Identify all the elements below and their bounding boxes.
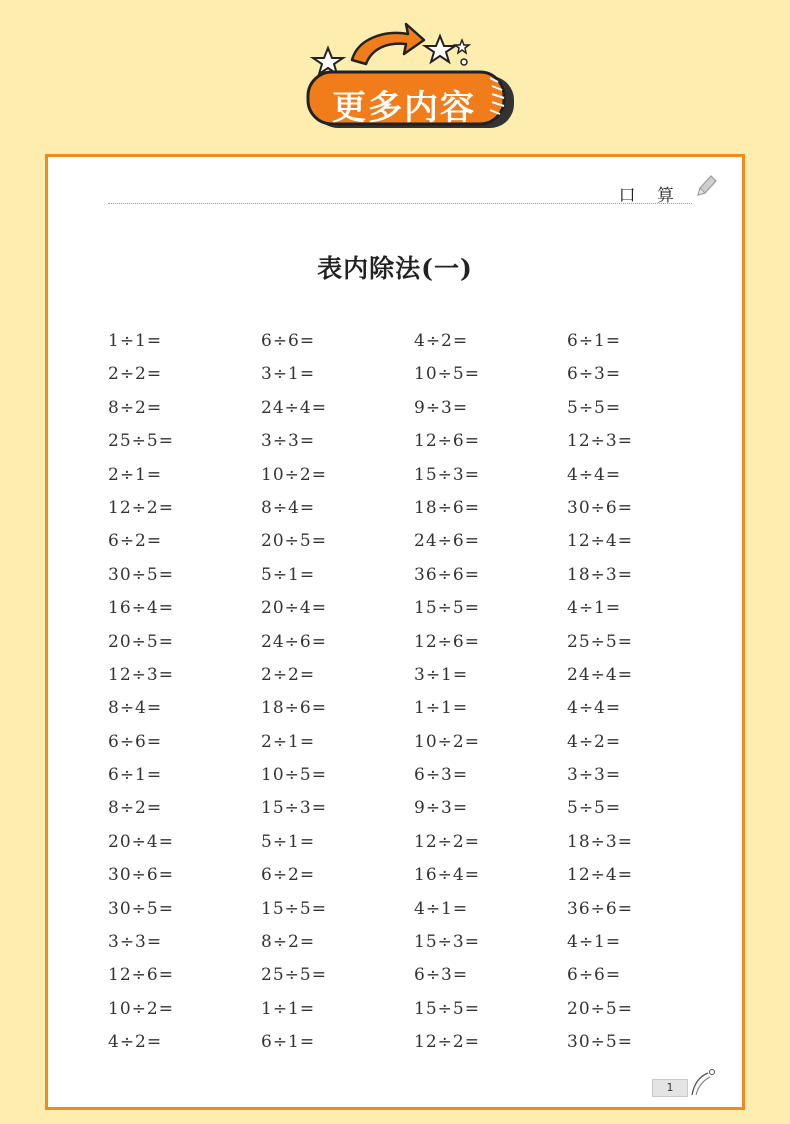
division-problem: 12÷3= <box>108 664 174 685</box>
division-problem: 18÷6= <box>414 497 480 518</box>
problem-grid <box>108 325 728 1060</box>
division-problem: 4÷2= <box>414 331 469 351</box>
division-problem: 10÷5= <box>414 364 480 385</box>
problem-row <box>108 559 728 592</box>
problem-row <box>108 525 728 558</box>
problem-row <box>108 1026 728 1059</box>
swirl-decoration-icon <box>688 1067 718 1097</box>
division-problem: 2÷2= <box>261 664 316 685</box>
division-problem: 24÷6= <box>261 631 327 652</box>
section-label: 口 算 <box>618 186 682 206</box>
division-problem: 8÷2= <box>261 932 316 953</box>
division-problem: 2÷1= <box>261 731 316 752</box>
division-problem: 15÷3= <box>414 464 480 485</box>
division-problem: 15÷5= <box>261 898 327 919</box>
division-problem: 12÷4= <box>567 865 633 886</box>
division-problem: 24÷4= <box>567 664 633 685</box>
division-problem: 5÷5= <box>567 798 622 819</box>
division-problem: 15÷5= <box>414 998 480 1019</box>
division-problem: 6÷6= <box>108 731 163 752</box>
problem-row <box>108 959 728 992</box>
problem-row <box>108 859 728 892</box>
division-problem: 12÷3= <box>567 431 633 452</box>
division-problem: 12÷2= <box>414 1032 480 1053</box>
header-divider <box>108 203 692 204</box>
problem-row <box>108 459 728 492</box>
division-problem: 16÷4= <box>108 598 174 619</box>
division-problem: 30÷5= <box>567 1032 633 1053</box>
division-problem: 6÷2= <box>108 531 163 552</box>
star-icon-left <box>313 48 343 74</box>
division-problem: 24÷4= <box>261 397 327 418</box>
division-problem: 6÷6= <box>567 965 622 986</box>
division-problem: 4÷1= <box>414 898 469 919</box>
division-problem: 6÷2= <box>261 865 316 886</box>
division-problem: 30÷6= <box>108 865 174 886</box>
banner-label: 更多内容 <box>332 88 476 128</box>
division-problem: 18÷6= <box>261 698 327 719</box>
division-problem: 3÷3= <box>567 765 622 786</box>
division-problem: 25÷5= <box>567 631 633 652</box>
division-problem: 5÷1= <box>261 831 316 852</box>
division-problem: 10÷2= <box>261 464 327 485</box>
division-problem: 6÷1= <box>108 765 163 786</box>
division-problem: 30÷6= <box>567 497 633 518</box>
division-problem: 1÷1= <box>108 331 163 351</box>
problem-row <box>108 659 728 692</box>
division-problem: 6÷3= <box>414 965 469 986</box>
problem-row <box>108 792 728 825</box>
division-problem: 3÷1= <box>414 664 469 685</box>
division-problem: 4÷2= <box>567 731 622 752</box>
division-problem: 25÷5= <box>261 965 327 986</box>
problem-row <box>108 592 728 625</box>
page-number: 1 <box>652 1079 688 1097</box>
problem-row <box>108 826 728 859</box>
more-content-banner[interactable] <box>300 20 520 132</box>
division-problem: 30÷5= <box>108 564 174 585</box>
division-problem: 5÷1= <box>261 564 316 585</box>
division-problem: 3÷3= <box>261 431 316 452</box>
star-icon-right <box>425 36 455 62</box>
division-problem: 2÷1= <box>108 464 163 485</box>
problem-row <box>108 492 728 525</box>
division-problem: 20÷5= <box>261 531 327 552</box>
division-problem: 4÷4= <box>567 698 622 719</box>
division-problem: 4÷2= <box>108 1032 163 1053</box>
division-problem: 1÷1= <box>261 998 316 1019</box>
page-title: 表内除法(一) <box>317 254 473 283</box>
division-problem: 30÷5= <box>108 898 174 919</box>
division-problem: 18÷3= <box>567 831 633 852</box>
division-problem: 6÷6= <box>261 331 316 351</box>
division-problem: 9÷3= <box>414 397 469 418</box>
division-problem: 18÷3= <box>567 564 633 585</box>
problem-row <box>108 893 728 926</box>
pencil-icon <box>694 173 718 199</box>
division-problem: 24÷6= <box>414 531 480 552</box>
division-problem: 12÷6= <box>414 431 480 452</box>
division-problem: 12÷4= <box>567 531 633 552</box>
division-problem: 20÷5= <box>567 998 633 1019</box>
problem-row <box>108 325 728 358</box>
star-icon-small <box>455 40 469 53</box>
division-problem: 15÷5= <box>414 598 480 619</box>
division-problem: 8÷2= <box>108 798 163 819</box>
division-problem: 12÷2= <box>414 831 480 852</box>
problem-row <box>108 692 728 725</box>
division-problem: 5÷5= <box>567 397 622 418</box>
division-problem: 36÷6= <box>414 564 480 585</box>
division-problem: 10÷2= <box>414 731 480 752</box>
division-problem: 12÷6= <box>414 631 480 652</box>
division-problem: 8÷4= <box>108 698 163 719</box>
problem-row <box>108 993 728 1026</box>
division-problem: 8÷2= <box>108 397 163 418</box>
division-problem: 16÷4= <box>414 865 480 886</box>
problem-row <box>108 358 728 391</box>
division-problem: 15÷3= <box>414 932 480 953</box>
division-problem: 12÷6= <box>108 965 174 986</box>
division-problem: 6÷3= <box>567 364 622 385</box>
division-problem: 10÷2= <box>108 998 174 1019</box>
division-problem: 36÷6= <box>567 898 633 919</box>
worksheet-page <box>45 154 745 1110</box>
division-problem: 8÷4= <box>261 497 316 518</box>
division-problem: 15÷3= <box>261 798 327 819</box>
problem-row <box>108 759 728 792</box>
division-problem: 10÷5= <box>261 765 327 786</box>
division-problem: 4÷4= <box>567 464 622 485</box>
division-problem: 2÷2= <box>108 364 163 385</box>
division-problem: 20÷4= <box>108 831 174 852</box>
division-problem: 4÷1= <box>567 598 622 619</box>
problem-row <box>108 392 728 425</box>
division-problem: 20÷4= <box>261 598 327 619</box>
arrow-icon <box>352 24 424 64</box>
division-problem: 6÷1= <box>261 1032 316 1053</box>
division-problem: 9÷3= <box>414 798 469 819</box>
problem-row <box>108 425 728 458</box>
problem-row <box>108 726 728 759</box>
division-problem: 12÷2= <box>108 497 174 518</box>
division-problem: 1÷1= <box>414 698 469 719</box>
problem-row <box>108 926 728 959</box>
division-problem: 3÷3= <box>108 932 163 953</box>
division-problem: 25÷5= <box>108 431 174 452</box>
division-problem: 4÷1= <box>567 932 622 953</box>
division-problem: 6÷3= <box>414 765 469 786</box>
division-problem: 20÷5= <box>108 631 174 652</box>
division-problem: 6÷1= <box>567 331 622 351</box>
problem-row <box>108 626 728 659</box>
division-problem: 3÷1= <box>261 364 316 385</box>
